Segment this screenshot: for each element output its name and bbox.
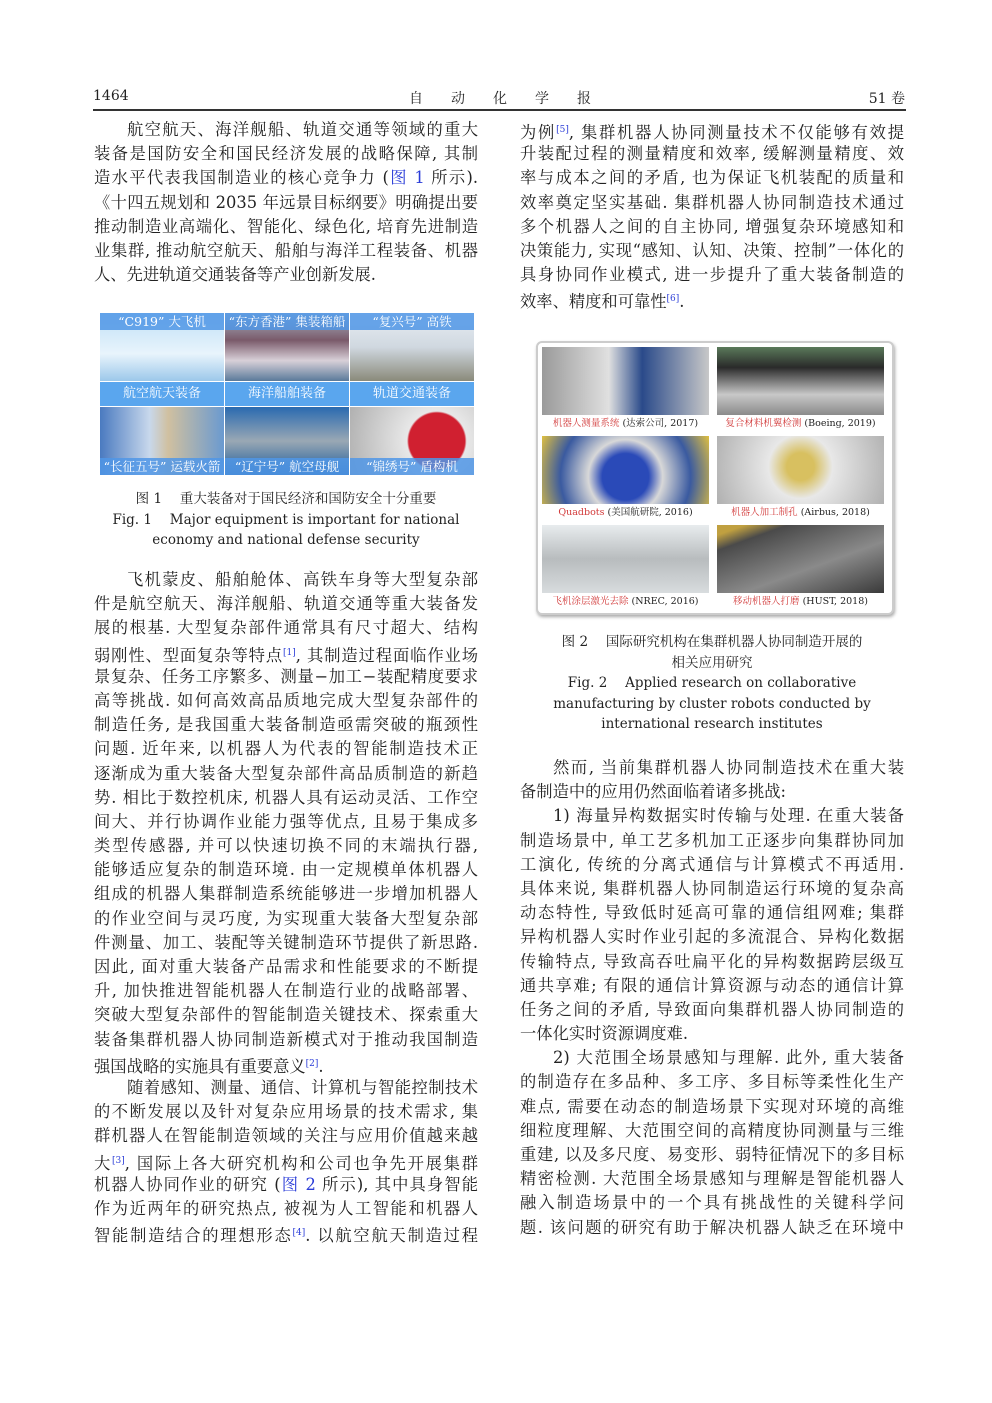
text-line: 间大、并行协调作业能力强等优点, 且易于集成多 [94, 811, 478, 831]
text-line: 逐渐成为重大装备大型复杂部件高品质制造的新趋 [94, 763, 478, 783]
text-line: 装备是国防安全和国民经济发展的战略保障, 其制 [94, 144, 478, 164]
text-line: 效率奠定坚实基础. 集群机器人协同制造技术通过 [520, 192, 904, 212]
text-line: 势. 相比于数控机床, 机器人具有运动灵活、工作空 [94, 787, 478, 807]
figure-panel [542, 525, 709, 611]
text-line: 难点, 需要在动态的制造场景下实现对环境的高维 [520, 1096, 904, 1116]
text-line: 飞机蒙皮、船舶舱体、高铁车身等大型复杂部 [127, 570, 478, 589]
text-line: 弱刚性、型面复杂等特点[1], 其制造过程面临作业场 [94, 645, 478, 665]
text-line: 制造任务, 是我国重大装备制造亟需突破的瓶颈性 [94, 715, 478, 735]
caption-en: Fig. 2 Applied research on collaborative [567, 675, 857, 691]
figure-1 [100, 313, 472, 475]
caption-en: Fig. 1 Major equipment is important for national [112, 511, 460, 528]
text-line: 强国战略的实施具有重要意义[2]. [94, 1056, 324, 1076]
container-ship-photo [225, 313, 349, 381]
text-line: 展的根基. 大型复杂部件通常具有尺寸超大、结构 [94, 618, 478, 638]
panel-photo [717, 525, 884, 593]
figure-link[interactable]: 图 2 [280, 1174, 316, 1194]
panel-photo [717, 436, 884, 504]
paragraph [520, 1046, 904, 1240]
caption-cn: 图 2 国际研究机构在集群机器人协同制造开展的 [561, 634, 863, 650]
text-line: 装备集群机器人协同制造新模式对于推动我国制造 [94, 1029, 478, 1049]
text-line: 决策能力, 实现“感知、认知、决策、控制”一体化的 [520, 240, 904, 260]
text-line: 效率、精度和可靠性[6]. [520, 292, 685, 312]
text-line: 制造场景中, 单工艺多机加工正逐步向集群协同加 [520, 830, 904, 850]
text-line: 具身协同作业模式, 进一步提升了重大装备制造的 [520, 265, 904, 285]
text-line: 1) 海量异构数据实时传输与处理. 在重大装备 [553, 806, 904, 826]
text-line: 问题. 近年来, 以机器人为代表的智能制造技术正 [94, 739, 478, 759]
text-line: 因此, 面对重大装备产品需求和性能要求的不断提 [94, 957, 478, 976]
text-line: 为例[5], 集群机器人协同测量技术不仅能够有效提 [520, 123, 904, 142]
category-marine: 海洋船舶装备 [225, 382, 349, 406]
text-line: 任务之间的矛盾, 导致面向集群机器人协同制造的 [520, 999, 904, 1019]
text-line: 人、先进轨道交通装备等产业创新发展. [94, 265, 376, 285]
text-line: 造水平代表我国制造业的核心竞争力 (图 1 所示). [94, 168, 478, 188]
paragraph [94, 118, 478, 287]
panel-title: 移动机器人打磨 [733, 596, 800, 607]
text-line: 动态特性, 导致低时延高可靠的通信组网难; 集群 [520, 903, 904, 923]
panel-photo [542, 347, 709, 415]
caption-en: international research institutes [601, 716, 823, 732]
text-line: 精密检测. 大范围全场景感知与理解是智能机器人 [520, 1169, 904, 1189]
caption-cn: 图 1 重大装备对于国民经济和国防安全十分重要 [135, 491, 437, 507]
panel-source: (Airbus, 2018) [797, 507, 870, 518]
text-line: 升装配过程的测量精度和效率, 缓解测量精度、效 [520, 144, 904, 164]
panel-title: 机器人测量系统 [552, 418, 620, 429]
paragraph [520, 756, 904, 804]
text-line: 的作业空间与灵巧度, 为实现重大装备大型复杂部 [94, 908, 478, 928]
text-line: 《十四五规划和 2035 年远景目标纲要》明确提出要 [94, 192, 478, 212]
category-aerospace: 航空航天装备 [100, 382, 224, 406]
tunnel-boring-machine-photo [350, 407, 474, 475]
citation-link[interactable]: [3] [112, 1155, 125, 1166]
figure-panel [717, 347, 884, 433]
text-line: 类型传感器, 并可以快速切换不同的末端执行器, [94, 836, 478, 856]
panel-source: (Boeing, 2019) [801, 418, 876, 429]
c919-photo [100, 313, 224, 381]
figure-panel [542, 436, 709, 522]
volume: 51 卷 [868, 91, 905, 107]
text-line: 工演化, 传统的分离式通信与计算模式不再适用. [520, 854, 904, 874]
text-line: 通共享难; 有限的通信计算资源与动态的通信计算 [520, 975, 904, 995]
figure-label: “锦绣号” 盾构机 [350, 458, 474, 475]
text-line: 业集群, 推动航空航天、船舶与海洋工程装备、机器 [94, 240, 478, 260]
citation-link[interactable]: [2] [305, 1058, 319, 1069]
high-speed-train-photo [350, 313, 474, 381]
text-line: 智能制造结合的理想形态[4]. 以航空航天制造过程 [94, 1226, 478, 1246]
paragraph [94, 568, 478, 1076]
figure-label: “长征五号” 运载火箭 [100, 458, 224, 475]
panel-source: (美国航研院, 2016) [604, 507, 693, 518]
text-line: 航空航天、海洋舰船、轨道交通等领域的重大 [127, 120, 478, 139]
text-line: 然而, 当前集群机器人协同制造技术在重大装 [553, 758, 904, 777]
text-line: 推动制造业高端化、智能化、绿色化, 培育先进制造 [94, 216, 478, 236]
header-rule [93, 109, 906, 111]
text-line: 细粒度理解、大范围空间的高精度协同测量与三维 [520, 1120, 904, 1140]
figure-2-caption [520, 632, 904, 735]
text-line: 融入制造场景中的一个具有挑战性的关键科学问 [520, 1193, 904, 1213]
text-line: 的不断发展以及针对复杂应用场景的技术需求, 集 [94, 1102, 478, 1122]
text-line: 备制造中的应用仍然面临着诸多挑战: [520, 782, 786, 802]
paragraph [520, 804, 904, 1046]
panel-source: (达索公司, 2017) [619, 418, 699, 429]
text-line: 件是航空航天、海洋舰船、轨道交通等重大装备发 [94, 594, 478, 614]
figure-panel [717, 525, 884, 611]
figure-2 [536, 341, 894, 615]
figure-panel [717, 436, 884, 522]
category-rail: 轨道交通装备 [350, 382, 474, 406]
citation-link[interactable]: [4] [292, 1228, 306, 1239]
text-line: 组成的机器人集群制造系统能够进一步增加机器人 [94, 884, 478, 904]
rocket-photo [100, 407, 224, 475]
figure-label: “复兴号” 高铁 [350, 313, 474, 330]
caption-en: economy and national defense security [152, 532, 420, 548]
caption-en: manufacturing by cluster robots conducted by [553, 695, 871, 712]
right-column-intro [520, 118, 904, 312]
text-line: 具体来说, 集群机器人协同制造运行环境的复杂高 [520, 878, 904, 898]
panel-title: 复合材料机翼检测 [725, 418, 802, 429]
paragraph [94, 1076, 478, 1245]
text-line: 2) 大范围全场景感知与理解. 此外, 重大装备 [553, 1048, 904, 1068]
figure-label: “东方香港” 集装箱船 [225, 313, 349, 330]
text-line: 突破大型复杂部件的智能制造关键技术、探索重大 [94, 1005, 478, 1025]
aircraft-carrier-photo [225, 407, 349, 475]
figure-link[interactable]: 图 1 [388, 168, 425, 188]
text-line: 件测量、加工、装配等关键制造环节提供了新思路. [94, 932, 478, 952]
left-column-intro [94, 118, 478, 287]
panel-title: 机器人加工制孔 [731, 507, 798, 518]
panel-source: (NREC, 2016) [628, 596, 699, 607]
text-line: 群机器人在智能制造领域的关注与应用价值越来越 [94, 1126, 478, 1146]
panel-source: (HUST, 2018) [799, 596, 868, 607]
text-line: 高等挑战. 如何高效高品质地完成大型复杂部件的 [94, 690, 478, 710]
paragraph [520, 118, 904, 312]
figure-label: “辽宁号” 航空母舰 [225, 458, 349, 475]
text-line: 的制造存在多品种、多工序、多目标等柔性化生产 [520, 1072, 904, 1092]
text-line: 作为近两年的研究热点, 被视为人工智能和机器人 [94, 1198, 478, 1218]
citation-link[interactable]: [5] [556, 125, 569, 135]
text-line: 机器人协同作业的研究 (图 2 所示), 其中具身智能 [94, 1174, 478, 1194]
text-line: 升, 加快推进智能机器人在制造行业的战略部署、 [94, 981, 478, 1001]
left-column-body [94, 568, 478, 1245]
page-number: 1464 [93, 88, 129, 104]
text-line: 率与成本之间的矛盾, 也为保证飞机装配的质量和 [520, 168, 904, 188]
text-line: 大[3], 国际上各大研究机构和公司也争先开展集群 [94, 1153, 478, 1173]
figure-label: “C919” 大飞机 [100, 313, 224, 330]
text-line: 异构机器人实时作业引起的多流混合、异构化数据 [520, 927, 904, 947]
citation-link[interactable]: [1] [283, 647, 296, 658]
caption-cn: 相关应用研究 [671, 654, 753, 671]
text-line: 景复杂、任务工序繁多、测量−加工−装配精度要求 [94, 666, 478, 686]
panel-title: Quadbots [558, 507, 605, 518]
citation-link[interactable]: [6] [666, 294, 680, 305]
text-line: 多个机器人之间的自主协同, 增强复杂环境感知和 [520, 216, 904, 236]
journal-title: 自 动 化 学 报 [409, 91, 591, 107]
text-line: 能够适应复杂的制造环境. 由一定规模单体机器人 [94, 860, 478, 880]
text-line: 重建, 以及多尺度、易变形、弱特征情况下的多目标 [520, 1145, 904, 1164]
panel-photo [717, 347, 884, 415]
right-column-body [520, 756, 904, 1240]
text-line: 传输特点, 导致高吞吐扁平化的异构数据跨层级互 [520, 951, 904, 971]
panel-photo [542, 525, 709, 593]
panel-title: 飞机涂层激光去除 [552, 596, 629, 607]
text-line: 一体化实时资源调度难. [520, 1024, 688, 1044]
text-line: 随着感知、测量、通信、计算机与智能控制技术 [127, 1077, 478, 1097]
figure-1-caption [94, 489, 478, 551]
figure-panel [542, 347, 709, 433]
panel-photo [542, 436, 709, 504]
text-line: 题. 该问题的研究有助于解决机器人缺乏在环境中 [520, 1217, 904, 1237]
